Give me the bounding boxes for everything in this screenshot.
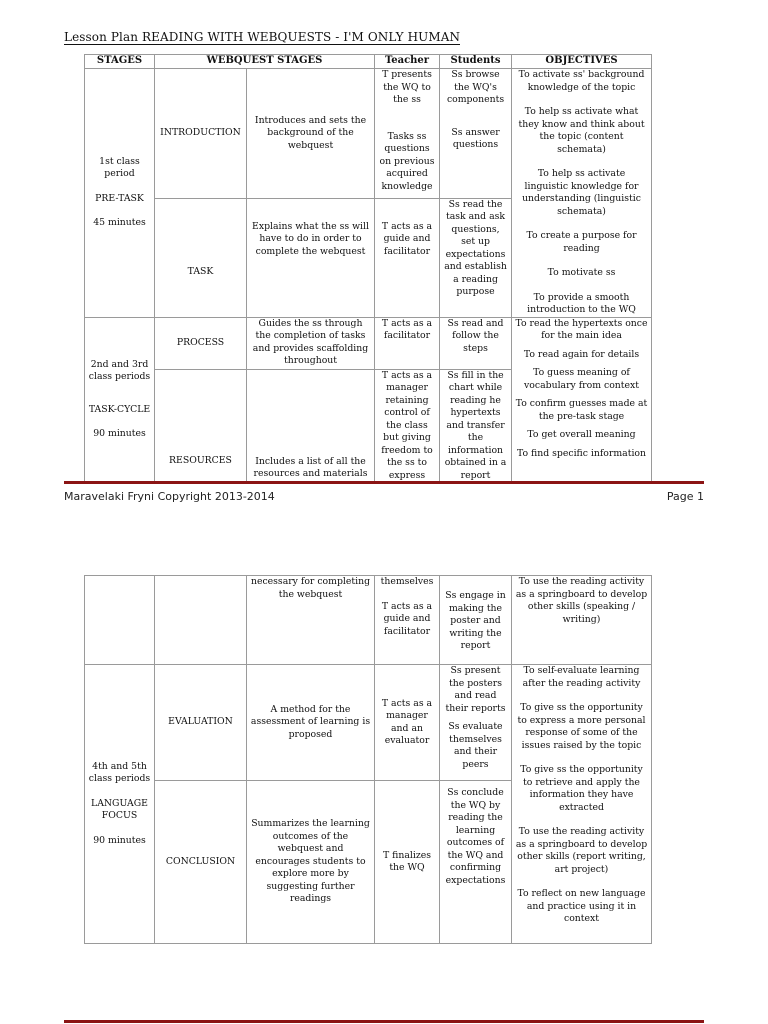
document-title: Lesson Plan READING WITH WEBQUESTS - I'M ONLY HUMAN	[64, 30, 461, 44]
stage-pretask	[85, 69, 155, 318]
stage-period: 1st class period	[99, 155, 140, 180]
lesson-plan-table-page-1	[84, 54, 652, 483]
objective-item: To use the reading activity as a springboard to develop other skills (report writing, art project)	[515, 826, 648, 875]
objective-item: To confirm guesses made at the pre-task stage	[515, 398, 648, 422]
stage-duration: 45 minutes	[93, 217, 146, 229]
objective-item: To give ss the opportunity to express a more personal response of some of the issues raised by the topic	[517, 702, 646, 751]
objective-item: To reflect on new language and practice using it in context	[517, 888, 646, 924]
stage-continuation	[85, 576, 155, 665]
students-conclusion: Ss conclude the WQ by reading the learning outcomes of the WQ and confirming expectations	[440, 781, 512, 944]
objective-item: To create a purpose for reading	[526, 230, 637, 254]
students-process: Ss read and follow the steps	[440, 317, 512, 369]
objective-item: To activate ss' background knowledge of the topic	[518, 69, 645, 93]
objective-item: To help ss activate what they know and think about the topic (content schemata)	[518, 106, 645, 155]
students-resources: Ss fill in the chart while reading he hypertexts and transfer the information obtained in a report	[440, 369, 512, 483]
stage-label: LANGUAGE FOCUS	[91, 797, 148, 822]
header-teacher: Teacher	[375, 55, 440, 69]
lesson-plan-table-page-2	[84, 575, 652, 944]
wq-stage-conclusion: CONCLUSION	[155, 781, 247, 944]
wq-description-task: Explains what the ss will have to do in order to complete the webquest	[247, 198, 375, 317]
objective-item: To guess meaning of vocabulary from context	[524, 367, 639, 391]
students-evaluation	[440, 665, 512, 781]
students-introduction	[440, 69, 512, 199]
teacher-line: T acts as a guide and facilitator	[381, 600, 433, 637]
stage-label: TASK-CYCLE	[88, 403, 151, 415]
teacher-line: themselves	[380, 576, 434, 587]
stage-duration: 90 minutes	[93, 834, 146, 846]
objectives-languagefocus	[512, 665, 652, 944]
wq-stage-process: PROCESS	[155, 317, 247, 369]
objective-item: To provide a smooth introduction to the WQ	[527, 291, 636, 315]
wq-description-continuation: necessary for completing the webquest	[247, 576, 375, 665]
header-webquest-stages: WEBQUEST STAGES	[155, 55, 375, 69]
students-line: Ss answer questions	[451, 126, 500, 150]
objective-continuation: To use the reading activity as a springboard to develop other skills (speaking / writing)	[512, 576, 652, 665]
teacher-introduction	[375, 69, 440, 199]
teacher-line: T presents the WQ to the ss	[382, 69, 432, 105]
students-line: Ss browse the WQ's components	[446, 69, 505, 105]
wq-description-introduction: Introduces and sets the background of the webquest	[247, 69, 375, 199]
footer-page-number: Page 1	[666, 490, 704, 503]
wq-stage-resources: RESOURCES	[155, 369, 247, 483]
stage-label: PRE-TASK	[95, 192, 144, 204]
teacher-process: T acts as a facilitator	[375, 317, 440, 369]
students-continuation: Ss engage in making the poster and writing the report	[440, 576, 512, 665]
stage-languagefocus	[85, 665, 155, 944]
wq-description-conclusion: Summarizes the learning outcomes of the webquest and encourages students to explore more by suggesting further readings	[247, 781, 375, 944]
teacher-task: T acts as a guide and facilitator	[375, 198, 440, 317]
header-objectives: OBJECTIVES	[512, 55, 652, 69]
students-line: Ss present the posters and read their reports	[445, 665, 506, 714]
wq-description-evaluation: A method for the assessment of learning is proposed	[247, 665, 375, 781]
objective-item: To get overall meaning	[527, 429, 636, 440]
wq-stage-evaluation: EVALUATION	[155, 665, 247, 781]
objectives-pretask	[512, 69, 652, 318]
objective-item: To give ss the opportunity to retrieve and apply the information they have extracted	[520, 764, 643, 813]
header-stages: STAGES	[85, 55, 155, 69]
stage-period: 2nd and 3rd class periods	[88, 358, 151, 383]
wq-stage-task: TASK	[155, 198, 247, 317]
objective-item: To read the hypertexts once for the main idea	[515, 317, 648, 341]
students-task: Ss read the task and ask questions, set up expectations and establish a reading purpose	[440, 198, 512, 317]
wq-description-process: Guides the ss through the completion of tasks and provides scaffolding throughout	[247, 317, 375, 369]
wq-description-resources: Includes a list of all the resources and materials	[247, 369, 375, 483]
stage-period: 4th and 5th class periods	[88, 760, 151, 785]
header-students: Students	[440, 55, 512, 69]
objective-item: To self-evaluate learning after the reading activity	[522, 665, 641, 689]
objective-item: To help ss activate linguistic knowledge for understanding (linguistic schemata)	[522, 168, 641, 217]
objective-item: To motivate ss	[547, 267, 616, 278]
students-line: Ss evaluate themselves and their peers	[448, 721, 503, 770]
objectives-taskcycle	[512, 317, 652, 483]
wq-stage-introduction: INTRODUCTION	[155, 69, 247, 199]
teacher-conclusion: T finalizes the WQ	[375, 781, 440, 944]
teacher-resources: T acts as a manager retaining control of the class but giving freedom to the ss to express	[375, 369, 440, 483]
page-footer	[64, 481, 704, 503]
footer-copyright: Maravelaki Fryni Copyright 2013-2014	[64, 490, 275, 503]
teacher-line: Tasks ss questions on previous acquired knowledge	[379, 130, 435, 192]
wq-stage-continuation	[155, 576, 247, 665]
stage-duration: 90 minutes	[93, 428, 146, 440]
teacher-evaluation: T acts as a manager and an evaluator	[375, 665, 440, 781]
teacher-continuation	[375, 576, 440, 665]
objective-item: To read again for details	[523, 348, 640, 360]
stage-taskcycle	[85, 317, 155, 483]
page-2-footer-rule	[64, 1020, 704, 1023]
objective-item: To find specific information	[517, 447, 647, 459]
